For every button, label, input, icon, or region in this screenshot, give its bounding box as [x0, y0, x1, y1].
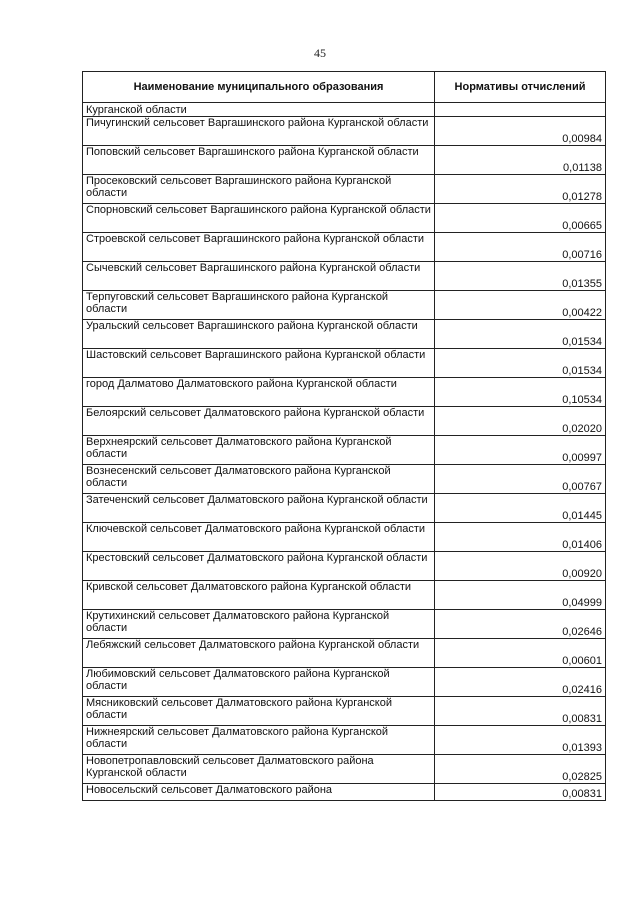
allocation-table [82, 71, 606, 801]
municipality-name-cell: Новопетропавловский сельсовет Далматовского района Курганской области [83, 755, 435, 784]
table-row [83, 117, 606, 146]
municipality-name-cell: Крутихинский сельсовет Далматовского района Курганской области [83, 610, 435, 639]
municipality-name-cell: Сычевский сельсовет Варгашинского района Курганской области [83, 262, 435, 291]
table-row [83, 523, 606, 552]
allocation-value-cell: 0,02825 [435, 755, 606, 784]
page-number: 45 [314, 46, 326, 60]
allocation-value-cell: 0,01355 [435, 262, 606, 291]
municipality-name-cell: Кривской сельсовет Далматовского района Курганской области [83, 581, 435, 610]
municipality-name-cell: Новосельский сельсовет Далматовского района [83, 784, 435, 801]
table-row [83, 784, 606, 801]
allocation-value-cell: 0,00601 [435, 639, 606, 668]
allocation-value-cell: 0,10534 [435, 378, 606, 407]
table-row [83, 233, 606, 262]
municipality-name-cell: Уральский сельсовет Варгашинского района Курганской области [83, 320, 435, 349]
municipality-name-cell: Мясниковский сельсовет Далматовского района Курганской области [83, 697, 435, 726]
municipality-name-cell: Лебяжский сельсовет Далматовского района Курганской области [83, 639, 435, 668]
municipality-name-cell: Нижнеярский сельсовет Далматовского района Курганской области [83, 726, 435, 755]
table-row [83, 436, 606, 465]
allocation-value-cell: 0,04999 [435, 581, 606, 610]
municipality-name-cell: Строевской сельсовет Варгашинского района Курганской области [83, 233, 435, 262]
header-allocation-norms: Нормативы отчислений [435, 72, 606, 103]
allocation-value-cell: 0,00767 [435, 465, 606, 494]
table-row [83, 697, 606, 726]
municipality-name-cell: Терпуговский сельсовет Варгашинского района Курганской области [83, 291, 435, 320]
allocation-value-cell: 0,02416 [435, 668, 606, 697]
municipality-name-cell: Поповский сельсовет Варгашинского района Курганской области [83, 146, 435, 175]
table-row [83, 378, 606, 407]
allocation-value-cell: 0,00831 [435, 784, 606, 801]
allocation-value-cell: 0,00665 [435, 204, 606, 233]
municipality-name-cell: Шастовский сельсовет Варгашинского района Курганской области [83, 349, 435, 378]
municipality-name-cell: Крестовский сельсовет Далматовского района Курганской области [83, 552, 435, 581]
table-row [83, 465, 606, 494]
continuation-empty-cell [435, 103, 606, 117]
allocation-value-cell: 0,00831 [435, 697, 606, 726]
table-row [83, 726, 606, 755]
allocation-value-cell: 0,01445 [435, 494, 606, 523]
allocation-value-cell: 0,02020 [435, 407, 606, 436]
table-row [83, 552, 606, 581]
table-row [83, 407, 606, 436]
allocation-value-cell: 0,01393 [435, 726, 606, 755]
table-header-row [83, 72, 606, 103]
municipality-name-cell: Спорновский сельсовет Варгашинского района Курганской области [83, 204, 435, 233]
municipality-name-cell: Пичугинский сельсовет Варгашинского района Курганской области [83, 117, 435, 146]
continuation-row [83, 103, 606, 117]
allocation-value-cell: 0,00716 [435, 233, 606, 262]
table-row [83, 204, 606, 233]
allocation-value-cell: 0,00984 [435, 117, 606, 146]
allocation-value-cell: 0,01278 [435, 175, 606, 204]
municipality-name-cell: город Далматово Далматовского района Курганской области [83, 378, 435, 407]
table-row [83, 639, 606, 668]
allocation-value-cell: 0,00422 [435, 291, 606, 320]
allocation-value-cell: 0,01534 [435, 320, 606, 349]
municipality-name-cell: Затеченский сельсовет Далматовского района Курганской области [83, 494, 435, 523]
municipality-name-cell: Верхнеярский сельсовет Далматовского района Курганской области [83, 436, 435, 465]
table-row [83, 581, 606, 610]
municipality-name-cell: Ключевской сельсовет Далматовского района Курганской области [83, 523, 435, 552]
municipality-name-cell: Любимовский сельсовет Далматовского района Курганской области [83, 668, 435, 697]
allocation-value-cell: 0,01138 [435, 146, 606, 175]
allocation-value-cell: 0,01406 [435, 523, 606, 552]
allocation-value-cell: 0,00997 [435, 436, 606, 465]
table-row [83, 320, 606, 349]
table-row [83, 494, 606, 523]
table-row [83, 668, 606, 697]
municipality-name-cell: Просековский сельсовет Варгашинского района Курганской области [83, 175, 435, 204]
table-row [83, 146, 606, 175]
allocation-value-cell: 0,00920 [435, 552, 606, 581]
header-municipality: Наименование муниципального образования [83, 72, 435, 103]
allocation-value-cell: 0,01534 [435, 349, 606, 378]
table-row [83, 262, 606, 291]
continuation-cell: Курганской области [83, 103, 435, 117]
table-row [83, 610, 606, 639]
table-row [83, 755, 606, 784]
allocation-value-cell: 0,02646 [435, 610, 606, 639]
table-row [83, 349, 606, 378]
table-row [83, 175, 606, 204]
municipality-name-cell: Вознесенский сельсовет Далматовского района Курганской области [83, 465, 435, 494]
table-row [83, 291, 606, 320]
municipality-name-cell: Белоярский сельсовет Далматовского района Курганской области [83, 407, 435, 436]
